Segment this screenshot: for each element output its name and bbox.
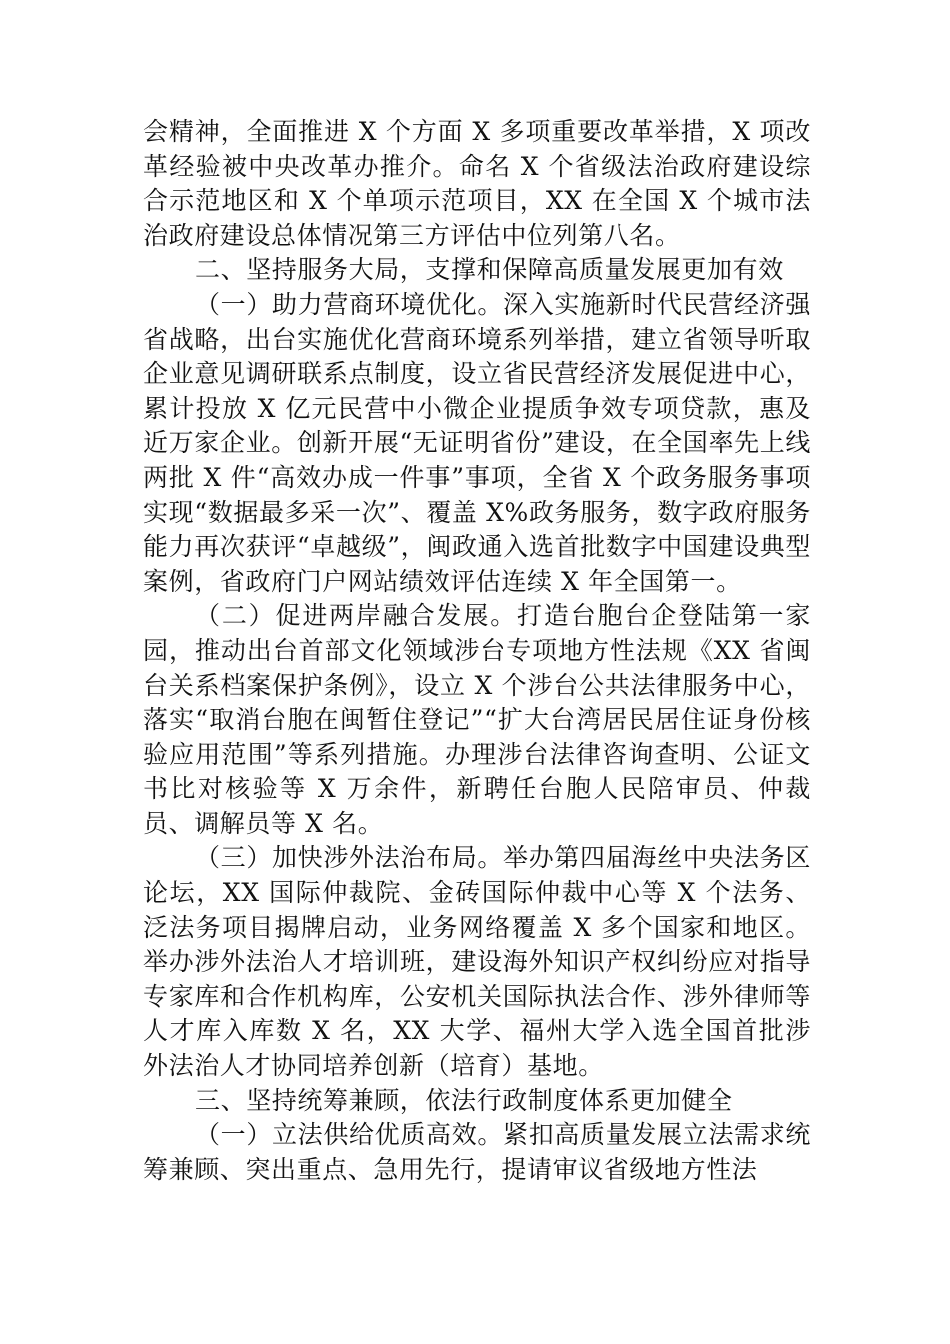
paragraph-foreign-legal: （三）加快涉外法治布局。举办第四届海丝中央法务区论坛，XX 国际仲裁院、金砖国际仲裁中心等 X 个法务、泛法务项目揭牌启动，业务网络覆盖 X 多个国家和地区。举办涉外法治人才培训班，建设海外知识产权纠纷应对指导专家库和合作机构库，公安机关国际执法合作、涉外律师等人才库入库数 X 名，XX 大学、福州大学入选全国首批涉外法治人才协同培养创新（培育）基地。 [143, 843, 811, 1081]
paragraph-legislation: （一）立法供给优质高效。紧扣高质量发展立法需求统筹兼顾、突出重点、急用先行，提请审议省级地方性法 [143, 1120, 811, 1184]
paragraph-cross-strait: （二）促进两岸融合发展。打造台胞台企登陆第一家园，推动出台首部文化领域涉台专项地方性法规《XX 省闽台关系档案保护条例》，设立 X 个涉台公共法律服务中心，落实“取消台胞在闽暂住登记”“扩大台湾居民居住证身份核验应用范围”等系列措施。办理涉台法律咨询查明、公证文书比对核验等 X 万余件，新聘任台胞人民陪审员、仲裁员、调解员等 X 名。 [143, 601, 811, 838]
section-heading-2: 二、坚持服务大局，支撑和保障高质量发展更加有效 [195, 255, 784, 285]
paragraph-continued: 会精神，全面推进 X 个方面 X 多项重要改革举措，X 项改革经验被中央改革办推介。命名 X 个省级法治政府建设综合示范地区和 X 个单项示范项目，XX 在全国 X 个城市法治政府建设总体情况第三方评估中位列第八名。 [143, 117, 811, 250]
section-heading-3: 三、坚持统筹兼顾，依法行政制度体系更加健全 [195, 1085, 733, 1115]
document-body [143, 115, 811, 1187]
paragraph-business-environment: （一）助力营商环境优化。深入实施新时代民营经济强省战略，出台实施优化营商环境系列举措，建立省领导听取企业意见调研联系点制度，设立省民营经济发展促进中心，累计投放 X 亿元民营中小微企业提质争效专项贷款，惠及近万家企业。创新开展“无证明省份”建设，在全国率先上线两批 X 件“高效办成一件事”事项，全省 X 个政务服务事项实现“数据最多采一次”、覆盖 X%政务服务，数字政府服务能力再次获评“卓越级”，闽政通入选首批数字中国建设典型案例，省政府门户网站绩效评估连续 X 年全国第一。 [143, 289, 811, 596]
